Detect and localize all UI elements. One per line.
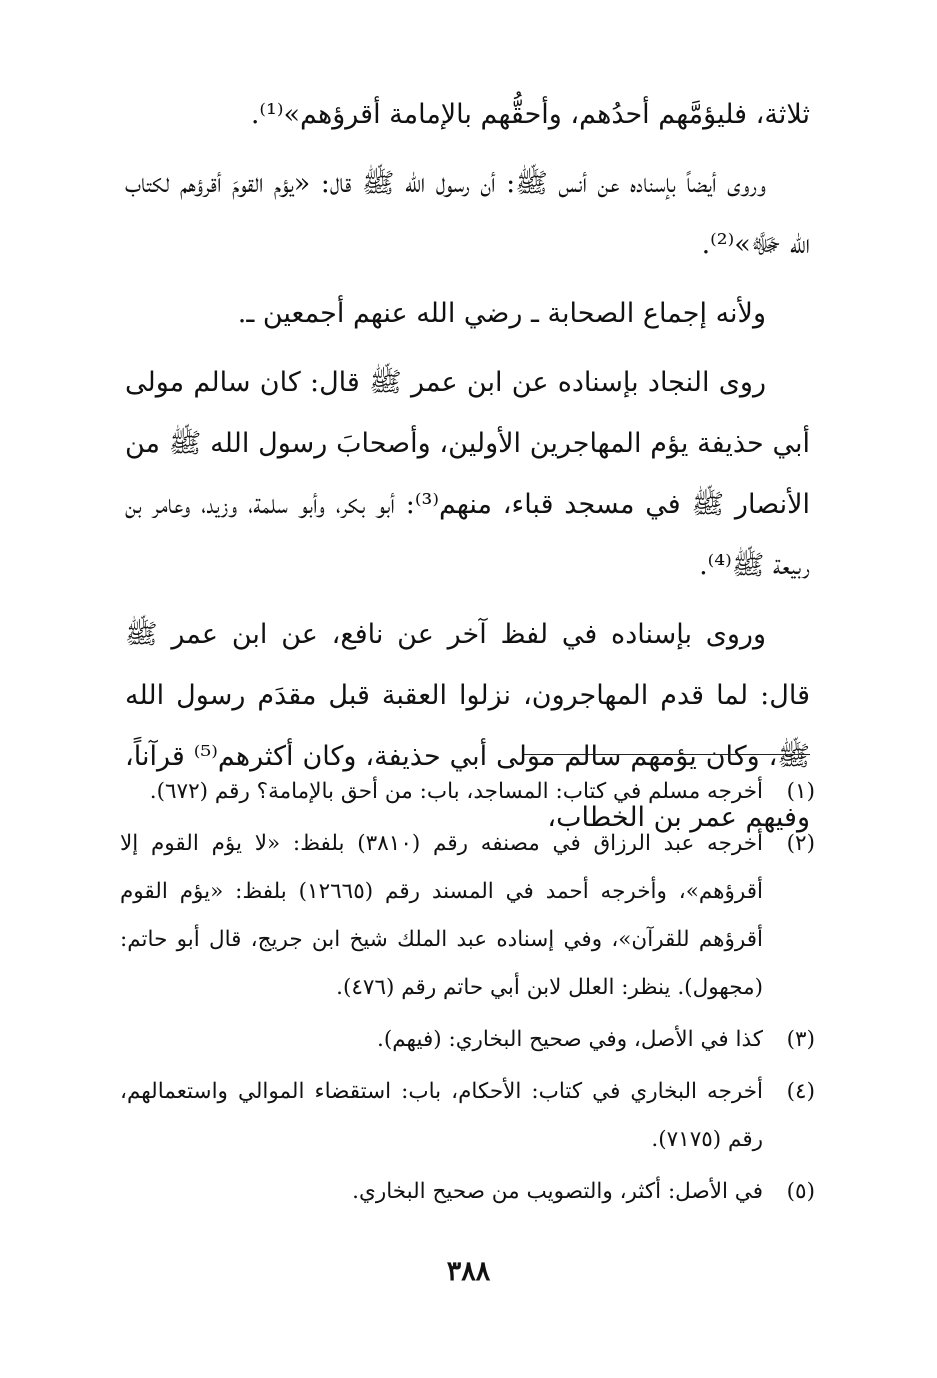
page-number: ٣٨٨ [446,1256,491,1287]
footnote-text: في الأصل: أكثر، والتصويب من صحيح البخاري. [352,1179,763,1204]
footnote-number: (٥) [786,1179,815,1204]
footnote-number: (١) [786,779,815,804]
footnote-number: (٤) [786,1079,815,1104]
main-text [125,84,810,856]
paragraph-2: وروى أيضاً بإسناده عن أنس ﷺ: أن رسول الله ﷺ قال: «يؤم القومَ أقرؤهم لكتاب الله ﷻ»⁽²⁾. [125,168,810,260]
paragraph-4: روى النجاد بإسناده عن ابن عمر ﷺ قال: كان سالم مولى أبي حذيفة يؤم المهاجرين الأولين، وأصحابَ رسول الله ﷺ من الأنصار ﷺ في مسجد قباء، منهم⁽³⁾: أبو بكر، وأبو سلمة، وزيد، وعامر بن ربيعة ﷺ⁽⁴⁾. [125,367,810,581]
footnote-1 [120,768,815,816]
footnote-number: (٣) [786,1027,815,1052]
footnote-5 [120,1168,815,1216]
footnotes [120,768,815,1220]
footnote-text: كذا في الأصل، وفي صحيح البخاري: (فيهم). [377,1027,763,1052]
paragraph-5: وروى بإسناده في لفظ آخر عن نافع، عن ابن عمر ﷺ قال: لما قدم المهاجرون، نزلوا العقبة قبل مقدَم رسول الله ﷺ، وكان يؤمهم سالم مولى أبي حذيفة، وكان أكثرهم⁽⁵⁾ قرآناً، وفيهم عمر بن الخطاب، [125,619,810,833]
footnote-text: أخرجه مسلم في كتاب: المساجد، باب: من أحق بالإمامة؟ رقم (٦٧٢). [149,779,763,804]
footnote-2 [120,820,815,1012]
footnote-separator [524,754,810,755]
paragraph-3: ولأنه إجماع الصحابة ـ رضي الله عنهم أجمعين ـ. [237,298,766,329]
paragraph-1: ثلاثة، فليؤمَّهم أحدُهم، وأحقُّهم بالإمامة أقرؤهم»⁽¹⁾. [250,99,810,130]
footnote-number: (٢) [786,831,815,856]
footnote-text: أخرجه البخاري في كتاب: الأحكام، باب: استقضاء الموالي واستعمالهم، رقم (٧١٧٥). [120,1079,763,1152]
footnote-3 [120,1016,815,1064]
footnote-text: أخرجه عبد الرزاق في مصنفه رقم (٣٨١٠) بلفظ: «لا يؤم القوم إلا أقرؤهم»، وأخرجه أحمد في المسند رقم (١٢٦٦٥) بلفظ: «يؤم القوم أقرؤهم للقرآن»، وفي إسناده عبد الملك شيخ ابن جريج، قال أبو حاتم: (مجهول). ينظر: العلل لابن أبي حاتم رقم (٤٧٦). [120,831,763,1000]
footnote-4 [120,1068,815,1164]
